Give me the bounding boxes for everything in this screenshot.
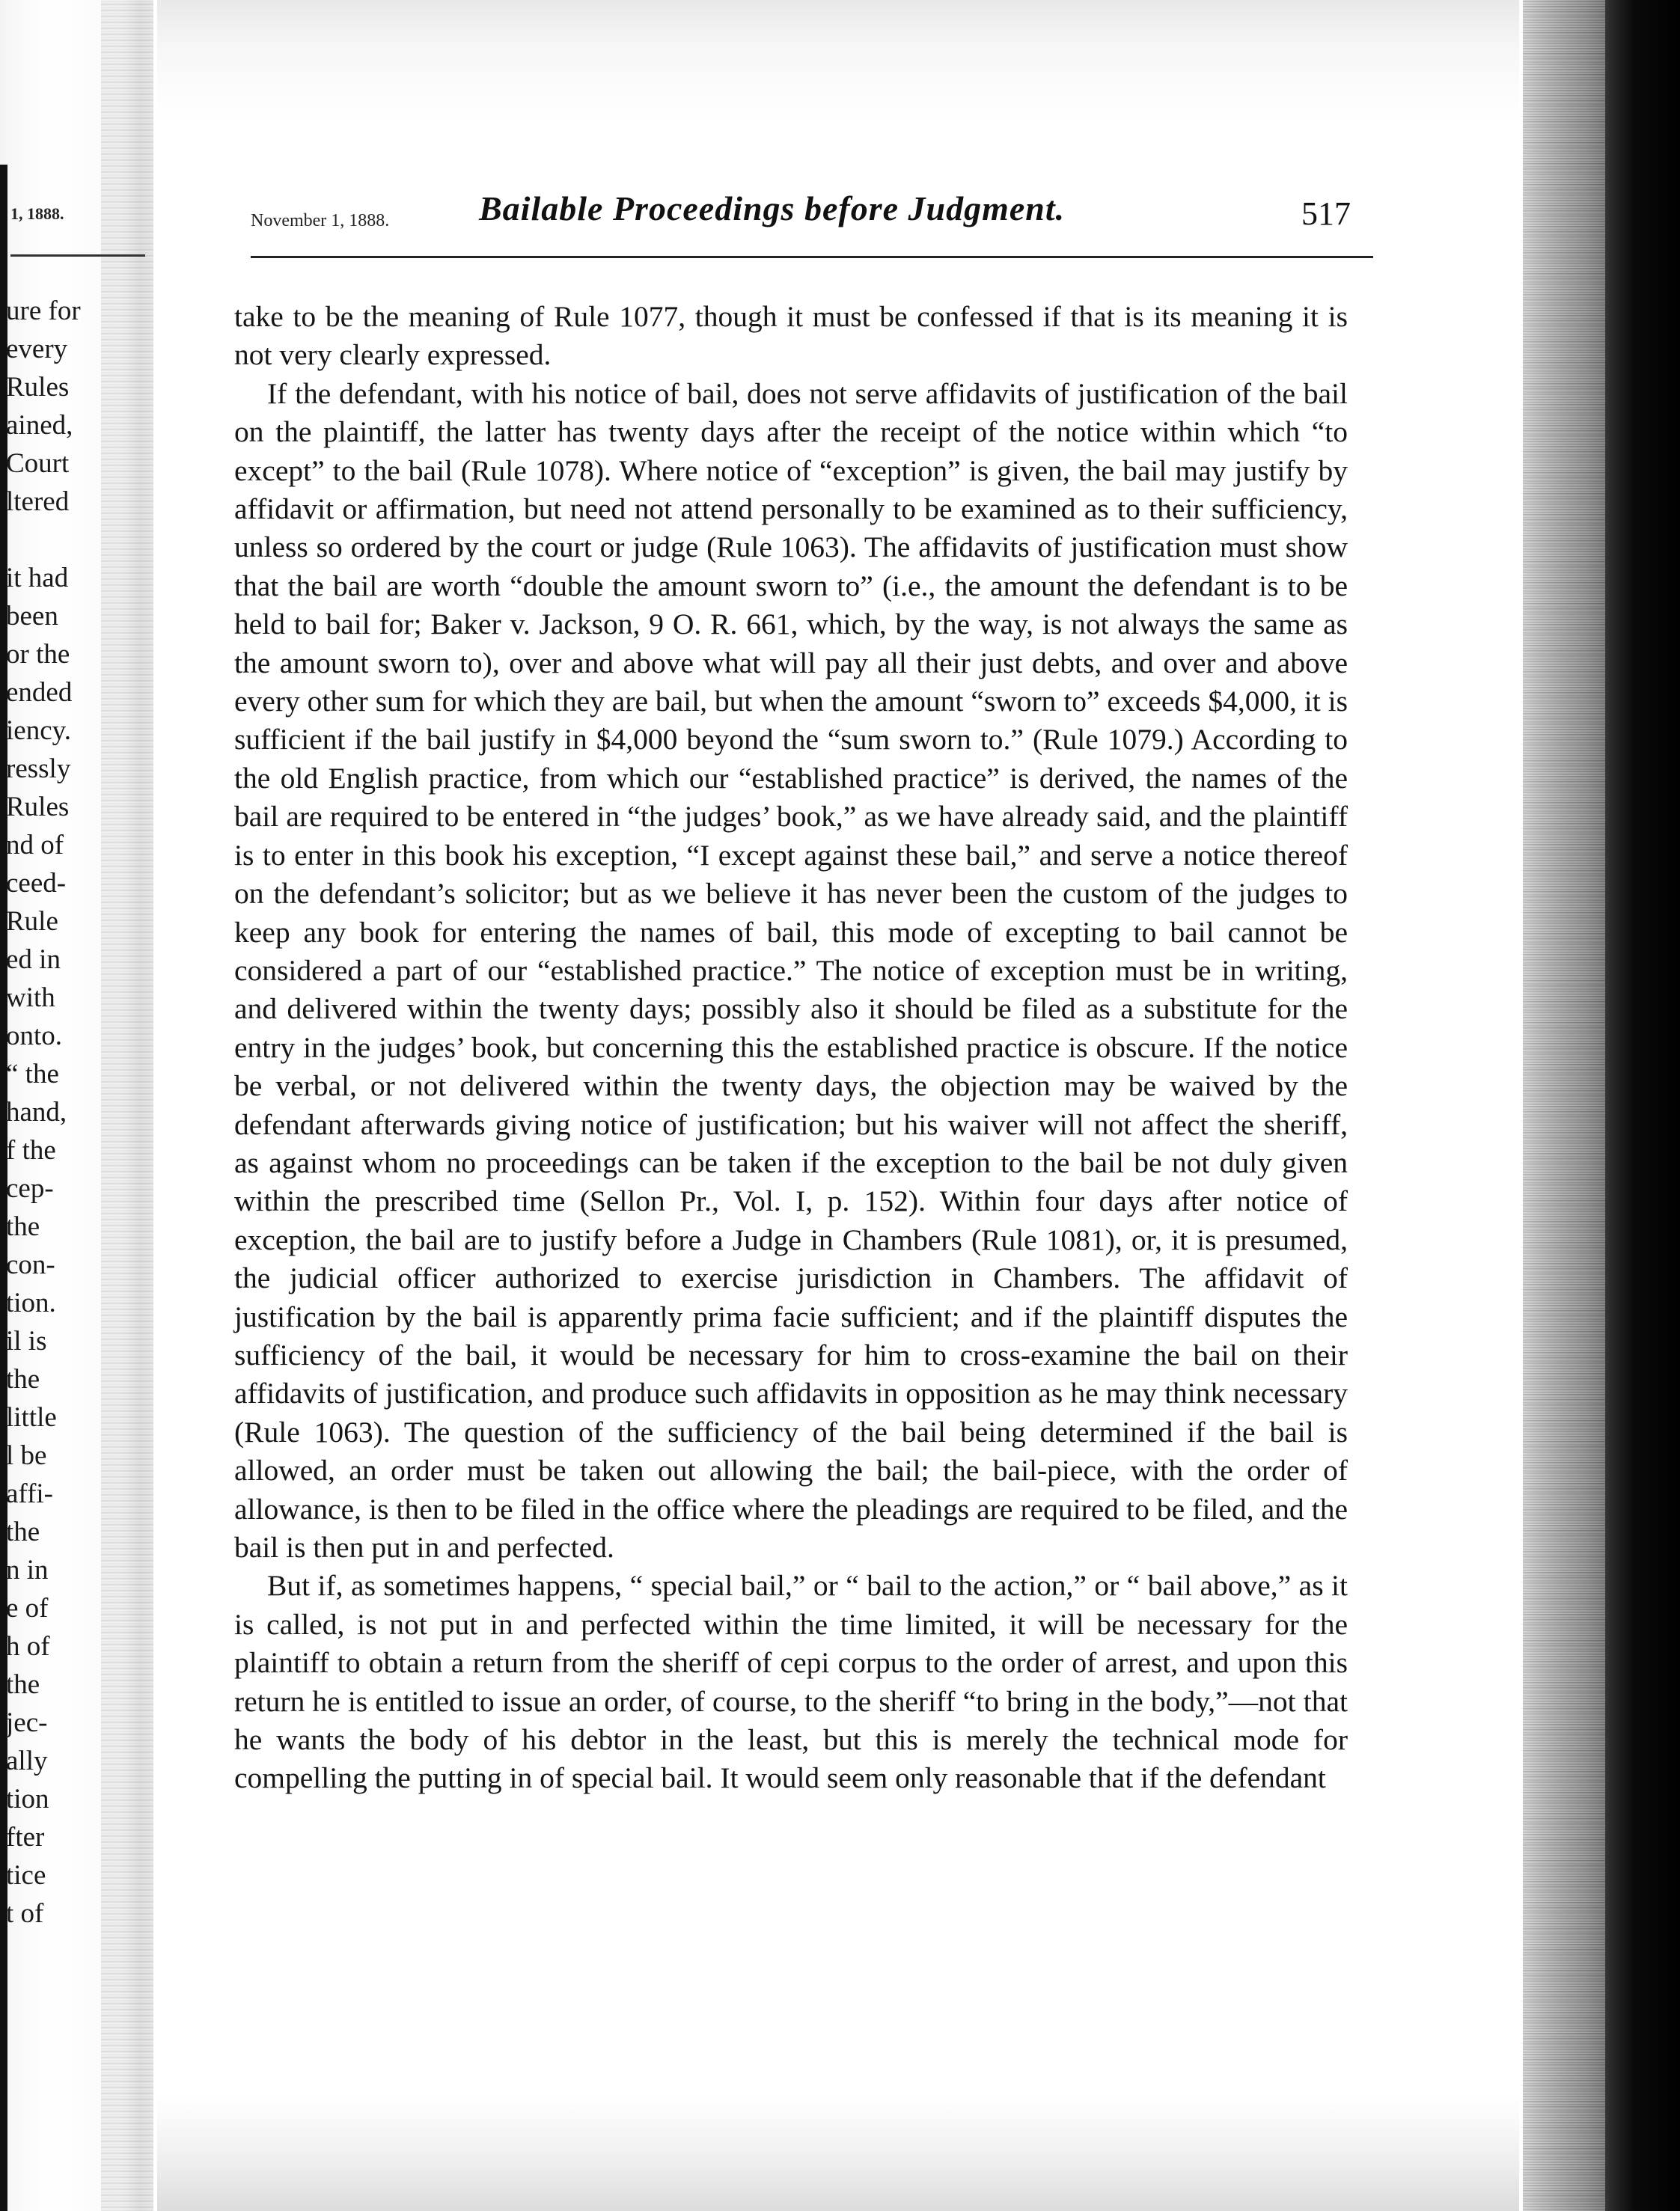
page-edge-noise — [1523, 0, 1605, 2211]
fragment-line: tice — [6, 1860, 46, 1891]
fragment-line: ained, — [6, 410, 73, 441]
fragment-line: ressly — [6, 753, 71, 784]
fragment-line: h of — [6, 1631, 50, 1662]
fragment-line: il is — [6, 1326, 47, 1357]
fragment-line: Rules — [6, 792, 70, 822]
scan-top-margin — [157, 0, 1519, 120]
fragment-line: or the — [6, 639, 70, 670]
fragment-line: affi- — [6, 1478, 53, 1509]
fragment-line: the — [6, 1364, 40, 1395]
fragment-line: Rule — [6, 906, 58, 937]
fragment-line: con- — [6, 1250, 55, 1280]
paragraph-2: If the defendant, with his notice of bail, does not serve affidavits of justification of the bail on the plaintiff, the latter has twenty days after the receipt of the notice within which “to except” to the bail (Rule 1078). Where notice of “exception” is given, the bail may justify by affidavit or affirmation, but need not attend personally to be examined as to their sufficiency, unless so ordered by the court or judge (Rule 1063). The affidavits of justification must show that the bail are worth “double the amount sworn to” (i.e., the amount the defendant is to be held to bail for; Baker v. Jackson, 9 O. R. 661, which, by the way, is not always the same as the amount sworn to), over and above what will pay all their just debts, and over and above every other sum for which they are bail, but when the amount “sworn to” exceeds $4,000, it is sufficient if the bail justify in $4,000 beyond the “sum sworn to.” (Rule 1079.) According to the old English practice, from which our “established practice” is derived, the names of the bail are required to be entered in “the judges’ book,” as we have already said, and the plaintiff is to enter in this book his exception, “I except against these bail,” and serve a notice thereof on the defendant’s solicitor; but as we believe it has never been the custom of the judges to keep any book for entering the names of bail, this mode of excepting to bail cannot be considered a part of our “established practice.” The notice of exception must be in writing, and delivered within the twenty days; possibly also it should be filed as a substitute for the entry in the judges’ book, but concerning this the established practice is obscure. If the notice be verbal, or not delivered within the twenty days, the objection may be waived by the defendant afterwards giving notice of justification; but his waiver will not affect the sheriff, as against whom no proceedings can be taken if the exception to the bail be not duly given within the prescribed time (Sellon Pr., Vol. I, p. 152). Within four days after notice of exception, the bail are to justify before a Judge in Chambers (Rule 1081), or, it is presumed, the judicial officer authorized to exercise jurisdiction in Chambers. The affidavit of justification by the bail is apparently prima facie sufficient; and if the plaintiff disputes the sufficiency of the bail, it would be necessary for him to cross-examine the bail on their affidavits of justification, and produce such affidavits in opposition as he may think necessary (Rule 1063). The question of the sufficiency of the bail being determined if the bail is allowed, an order must be taken out allowing the bail; the bail-piece, with the order of allowance, is then to be filed in the office where the pleadings are required to be filed, and the bail is then put in and perfected. — [234, 376, 1348, 1564]
fragment-line: n in — [6, 1555, 49, 1585]
fragment-line: nd of — [6, 830, 64, 860]
fragment-line: t of — [6, 1898, 44, 1929]
scan-bottom-margin — [157, 2095, 1519, 2211]
fragment-line: the — [6, 1669, 40, 1700]
fragment-line: hand, — [6, 1097, 67, 1128]
fragment-line: cep- — [6, 1173, 54, 1204]
fragment-line: ed in — [6, 944, 61, 975]
fragment-line: tion — [6, 1784, 49, 1814]
fragment-line: l be — [6, 1440, 47, 1471]
fragment-line: ally — [6, 1746, 48, 1776]
fragment-line: ure for — [6, 296, 81, 326]
fragment-line: every — [6, 334, 68, 364]
previous-page-fragments — [6, 292, 148, 1933]
header-date: November 1, 1888. — [251, 211, 390, 230]
fragment-line: the — [6, 1211, 40, 1242]
previous-page-rule — [10, 254, 145, 257]
fragment-line: it had — [6, 563, 69, 593]
fragment-line: ltered — [6, 486, 70, 517]
fragment-line: ended — [6, 677, 73, 708]
fragment-line: tion. — [6, 1288, 56, 1318]
previous-page-header: 1, 1888. — [10, 204, 64, 223]
binding-shadow — [1523, 0, 1680, 2211]
paragraph-3: But if, as sometimes happens, “ special bail,” or “ bail to the action,” or “ bail above,” as it is called, is not put in and perfected within the time limited, it will be necessary for the plaintiff to obtain a return from the sheriff of cepi corpus to the order of arrest, and upon this return he is entitled to issue an order, of course, to the sheriff “to bring in the body,”—not that he wants the body of his debtor in the least, but this is merely the technical mode for compelling the putting in of special bail. It would seem only reasonable that if the defendant — [234, 1569, 1348, 1795]
header-rule — [251, 256, 1373, 258]
fragment-line: little — [6, 1402, 57, 1433]
fragment-line: fter — [6, 1822, 45, 1853]
page-number: 517 — [1301, 195, 1351, 232]
fragment-line: jec- — [6, 1707, 48, 1738]
fragment-line: the — [6, 1517, 40, 1547]
fragment-line: with — [6, 982, 55, 1013]
fragment-line: e of — [6, 1593, 49, 1624]
fragment-line: onto. — [6, 1021, 63, 1051]
fragment-line: Court — [6, 448, 70, 479]
fragment-line: “ the — [6, 1059, 59, 1089]
fragment-line: ceed- — [6, 868, 67, 899]
running-title: Bailable Proceedings before Judgment. — [479, 189, 1066, 227]
fragment-line: Rules — [6, 372, 70, 403]
page-header — [251, 189, 1373, 241]
body-text — [234, 298, 1348, 1798]
fragment-line: been — [6, 601, 58, 632]
fragment-line: iency. — [6, 715, 71, 746]
fragment-line: f the — [6, 1135, 56, 1166]
paragraph-1: take to be the meaning of Rule 1077, though it must be confessed if that is its meaning it is not very clearly expressed. — [234, 300, 1348, 372]
fragment-line — [6, 521, 148, 559]
